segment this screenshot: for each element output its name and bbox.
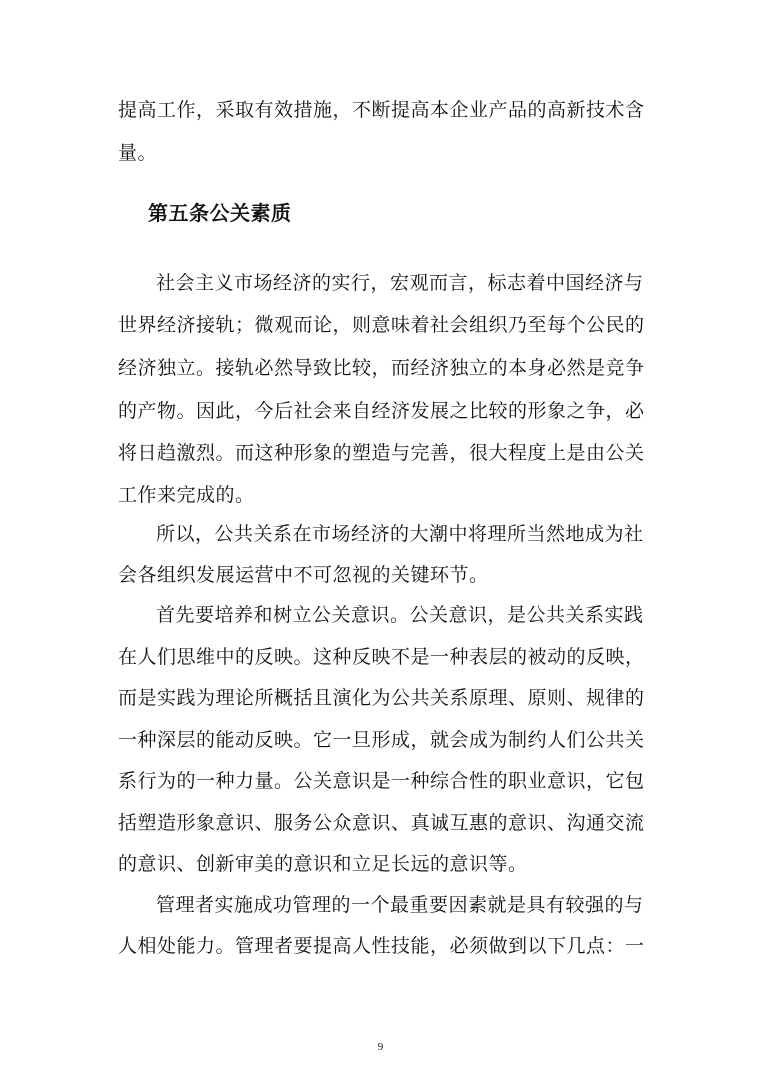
text-line: 人相处能力。管理者要提高人性技能，必须做到以下几点：一 [118,935,645,957]
text-line: 将日趋激烈。而这种形象的塑造与完善，很大程度上是由公关 [118,442,645,464]
text-line: 经济独立。接轨必然导致比较，而经济独立的本身必然是竞争 [118,357,645,379]
text-line: 会各组织发展运营中不可忽视的关键环节。 [118,564,489,586]
text-line: 工作来完成的。 [118,484,255,506]
text-line: 世界经济接轨；微观而论，则意味着社会组织乃至每个公民的 [118,314,645,336]
text-line: 的意识、创新审美的意识和立足长远的意识等。 [118,853,528,875]
text-line: 量。 [118,142,158,164]
text-line: 社会主义市场经济的实行，宏观而言，标志着中国经济与 [156,272,644,294]
page-number: 9 [377,1041,384,1053]
text-line: 而是实践为理论所概括且演化为公共关系原理、原则、规律的 [118,687,645,709]
text-line: 管理者实施成功管理的一个最重要因素就是具有较强的与 [156,894,644,916]
text-line: 一种深层的能动反映。它一旦形成，就会成为制约人们公共关 [118,729,645,751]
text-line: 在人们思维中的反映。这种反映不是一种表层的被动的反映， [118,646,645,668]
text-line: 所以，公共关系在市场经济的大潮中将理所当然地成为社 [156,523,644,545]
text-line: 括塑造形象意识、服务公众意识、真诚互惠的意识、沟通交流 [118,812,645,834]
text-line: 提高工作，采取有效措施，不断提高本企业产品的高新技术含 [118,99,645,121]
text-line: 的产物。因此，今后社会来自经济发展之比较的形象之争，必 [118,400,645,422]
text-line: 首先要培养和树立公关意识。公关意识，是公共关系实践 [156,604,644,626]
text-line: 系行为的一种力量。公关意识是一种综合性的职业意识，它包 [118,770,645,792]
section-heading: 第五条公关素质 [148,201,292,225]
